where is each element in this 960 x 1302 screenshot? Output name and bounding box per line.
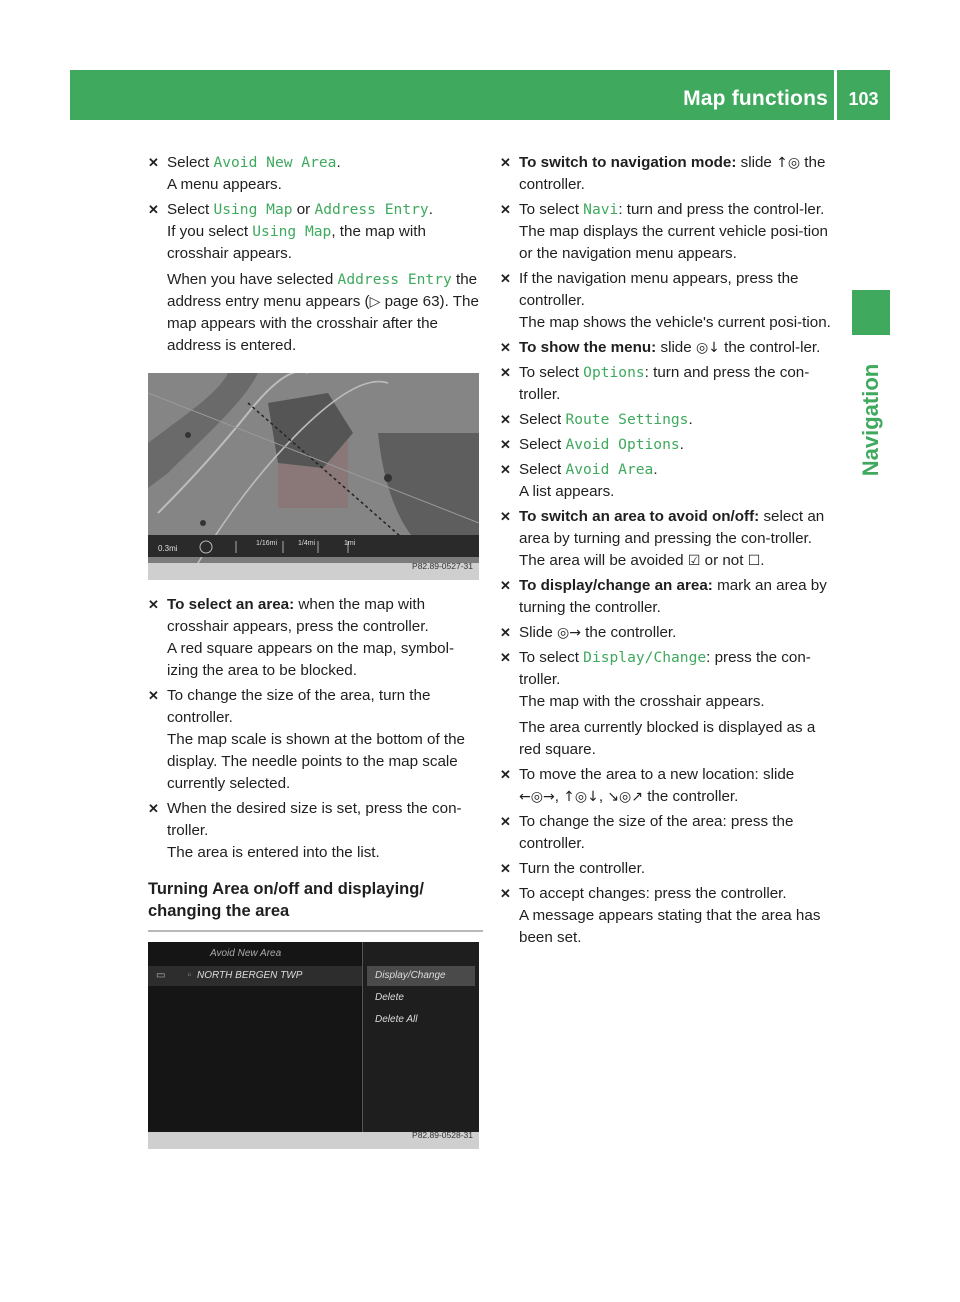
step-display-change-area: [500, 575, 835, 619]
menu-keyword: Avoid New Area: [213, 154, 337, 171]
step-text: Select: [167, 201, 214, 218]
step-result: A message appears stating that the area has been set.: [519, 907, 821, 946]
step-change-area-size: [500, 811, 835, 855]
step-text: Select: [519, 436, 566, 453]
step-toggle-area: [500, 506, 835, 572]
map-scale-label: 1mi: [344, 540, 356, 547]
step-bullet-icon: ✕: [500, 365, 511, 380]
step-text: the controller.: [519, 154, 826, 193]
step-result: , the map with crosshair appears.: [167, 223, 426, 262]
step-select-using-map: [148, 199, 483, 357]
option-delete: Delete: [375, 992, 404, 1003]
step-text: .: [428, 201, 433, 218]
checkbox-checked-icon: ☑: [687, 553, 701, 569]
left-column: [148, 152, 483, 1149]
step-note: [167, 269, 483, 357]
step-text: When the desired size is set, press the con-troller.: [167, 800, 462, 839]
area-name: NORTH BERGEN TWP: [197, 970, 303, 981]
step-move-area: [500, 764, 835, 808]
step-select-avoid-area: [500, 459, 835, 503]
step-slide-right: [500, 622, 835, 644]
step-result: A menu appears.: [167, 176, 282, 193]
step-confirm-size: [148, 798, 483, 864]
step-title: To switch to navigation mode:: [519, 154, 737, 171]
step-bullet-icon: ✕: [500, 155, 511, 170]
controller-slide-up-icon: ↑◎: [776, 155, 801, 171]
map-scale-label: 1/4mi: [298, 540, 316, 547]
step-bullet-icon: ✕: [148, 801, 159, 816]
menu-keyword: Navi: [583, 201, 619, 218]
step-text: To accept changes: press the controller.: [519, 885, 787, 902]
step-select-options: [500, 362, 835, 406]
step-text: To select: [519, 201, 584, 218]
map-scale-label: 1/16mi: [256, 540, 278, 547]
step-result: The area currently blocked is displayed as a red square.: [519, 719, 816, 758]
step-text: slide: [656, 339, 696, 356]
step-show-menu: [500, 337, 835, 359]
map-scale-label: 0.3mi: [158, 544, 178, 553]
section-heading: Turning Area on/off and displaying/ changing the area: [148, 878, 483, 932]
step-nav-menu-appears: [500, 268, 835, 334]
step-text: ,: [554, 788, 564, 805]
step-bullet-icon: ✕: [500, 886, 511, 901]
step-bullet-icon: ✕: [500, 625, 511, 640]
controller-slide-down-icon: ◎↓: [695, 340, 720, 356]
step-text: ,: [598, 788, 608, 805]
menu-keyword: Options: [583, 364, 645, 381]
right-column: [500, 152, 835, 952]
step-change-size: [148, 685, 483, 795]
step-result: A red square appears on the map, symbol-izing the area to be blocked.: [167, 640, 455, 679]
map-screenshot-figure: [148, 373, 479, 580]
area-list-row: [148, 966, 369, 986]
menu-keyword: Avoid Options: [565, 436, 680, 453]
step-result: The map scale is shown at the bottom of the display. The needle points to the map scale currently selected.: [167, 731, 466, 792]
step-navigation-mode: [500, 152, 835, 196]
step-text: the control-ler.: [719, 339, 821, 356]
step-title: To select an area:: [167, 596, 295, 613]
step-bullet-icon: ✕: [148, 688, 159, 703]
controller-slide-diagonal-icon: ↘◎↗: [607, 789, 643, 805]
area-list-title: Avoid New Area: [210, 948, 282, 959]
step-bullet-icon: ✕: [500, 650, 511, 665]
step-text: To select: [519, 364, 584, 381]
step-result: The area will be avoided: [519, 552, 688, 569]
step-select-display-change: [500, 647, 835, 761]
step-text: Turn the controller.: [519, 860, 646, 877]
step-bullet-icon: ✕: [500, 462, 511, 477]
controller-slide-horizontal-icon: ←◎→: [519, 789, 555, 805]
step-bullet-icon: ✕: [500, 340, 511, 355]
step-bullet-icon: ✕: [500, 437, 511, 452]
menu-keyword: Display/Change: [583, 649, 707, 666]
step-bullet-icon: ✕: [148, 155, 159, 170]
figure-code: P82.89-0528-31: [412, 1130, 473, 1140]
step-result: The area is entered into the list.: [167, 844, 380, 861]
figure-code: P82.89-0527-31: [412, 561, 473, 571]
step-title: To display/change an area:: [519, 577, 713, 594]
step-text: slide: [736, 154, 777, 171]
checkbox-icon: ▫: [187, 970, 191, 981]
menu-keyword: Using Map: [213, 201, 293, 218]
menu-keyword: Route Settings: [565, 411, 689, 428]
menu-keyword: Address Entry: [337, 271, 452, 288]
step-text: Select: [519, 461, 566, 478]
step-select-avoid-new-area: [148, 152, 483, 196]
step-bullet-icon: ✕: [500, 509, 511, 524]
step-bullet-icon: ✕: [500, 412, 511, 427]
step-bullet-icon: ✕: [148, 597, 159, 612]
step-result: The map displays the current vehicle posi-tion or the navigation menu appears.: [519, 223, 828, 262]
page-ref-icon: ▷: [369, 294, 381, 310]
step-text: .: [688, 411, 693, 428]
option-display-change: Display/Change: [367, 966, 475, 986]
step-bullet-icon: ✕: [500, 271, 511, 286]
step-title: To switch an area to avoid on/off:: [519, 508, 760, 525]
menu-keyword: Address Entry: [314, 201, 429, 218]
option-delete-all: Delete All: [375, 1014, 418, 1025]
checkbox-empty-icon: ☐: [747, 553, 761, 569]
step-bullet-icon: ✕: [500, 861, 511, 876]
step-note-text: the address entry menu appears (: [167, 271, 478, 310]
controller-slide-right-icon: ◎→: [557, 625, 581, 641]
step-bullet-icon: ✕: [148, 202, 159, 217]
step-text: or: [292, 201, 315, 218]
sidebar-label: [853, 340, 889, 500]
step-text: If the navigation menu appears, press the controller.: [519, 270, 799, 309]
step-result: If you select: [167, 223, 253, 240]
page-title: Map functions: [683, 87, 828, 110]
area-toggle-icon: ▭: [156, 970, 166, 981]
step-result: or not: [700, 552, 748, 569]
step-result: The map with the crosshair appears.: [519, 693, 765, 710]
step-text: Slide: [519, 624, 557, 641]
page-number: 103: [848, 89, 879, 109]
avoid-area-menu-figure: [148, 942, 479, 1149]
step-bullet-icon: ✕: [500, 767, 511, 782]
step-text: Select: [519, 411, 566, 428]
step-text: .: [336, 154, 341, 171]
controller-slide-vertical-icon: ↑◎↓: [563, 789, 599, 805]
step-turn-controller: [500, 858, 835, 880]
area-list-panel: [148, 942, 361, 1132]
step-text: : turn and press the con-troller.: [519, 364, 810, 403]
step-note-text: When you have selected: [167, 271, 338, 288]
step-select-avoid-options: [500, 434, 835, 456]
step-text: .: [679, 436, 684, 453]
step-result: The map shows the vehicle's current posi-tion.: [519, 314, 831, 331]
step-title: To show the menu:: [519, 339, 657, 356]
step-note-text: page 63). The map appears with the crosshair after the address is entered.: [167, 293, 479, 354]
step-text: Select: [167, 154, 214, 171]
step-text: select an area by turning and pressing the con-troller.: [519, 508, 825, 547]
step-text: mark an area by turning the controller.: [519, 577, 827, 616]
sidebar-tab-block: [852, 290, 890, 335]
step-text: .: [653, 461, 658, 478]
step-result: .: [760, 552, 765, 569]
menu-keyword: Using Map: [252, 223, 332, 240]
step-select-route-settings: [500, 409, 835, 431]
menu-keyword: Avoid Area: [565, 461, 654, 478]
sidebar-label-text: Navigation: [858, 363, 883, 477]
step-select-navi: [500, 199, 835, 265]
area-options-panel: [362, 942, 479, 1132]
step-bullet-icon: ✕: [500, 202, 511, 217]
step-text: To select: [519, 649, 584, 666]
step-text: when the map with crosshair appears, press the controller.: [167, 596, 429, 635]
step-bullet-icon: ✕: [500, 814, 511, 829]
step-text: : press the con-troller.: [519, 649, 811, 688]
map-graphic: [148, 373, 479, 580]
step-text: To change the size of the area, turn the controller.: [167, 687, 431, 726]
step-text: the controller.: [580, 624, 677, 641]
step-text: : turn and press the control-ler.: [618, 201, 825, 218]
step-select-area: [148, 594, 483, 682]
step-result: A list appears.: [519, 483, 615, 500]
step-text: To move the area to a new location: slide: [519, 766, 795, 783]
step-text: the controller.: [642, 788, 739, 805]
step-text: To change the size of the area: press the controller.: [519, 813, 794, 852]
step-accept-changes: [500, 883, 835, 949]
step-bullet-icon: ✕: [500, 578, 511, 593]
